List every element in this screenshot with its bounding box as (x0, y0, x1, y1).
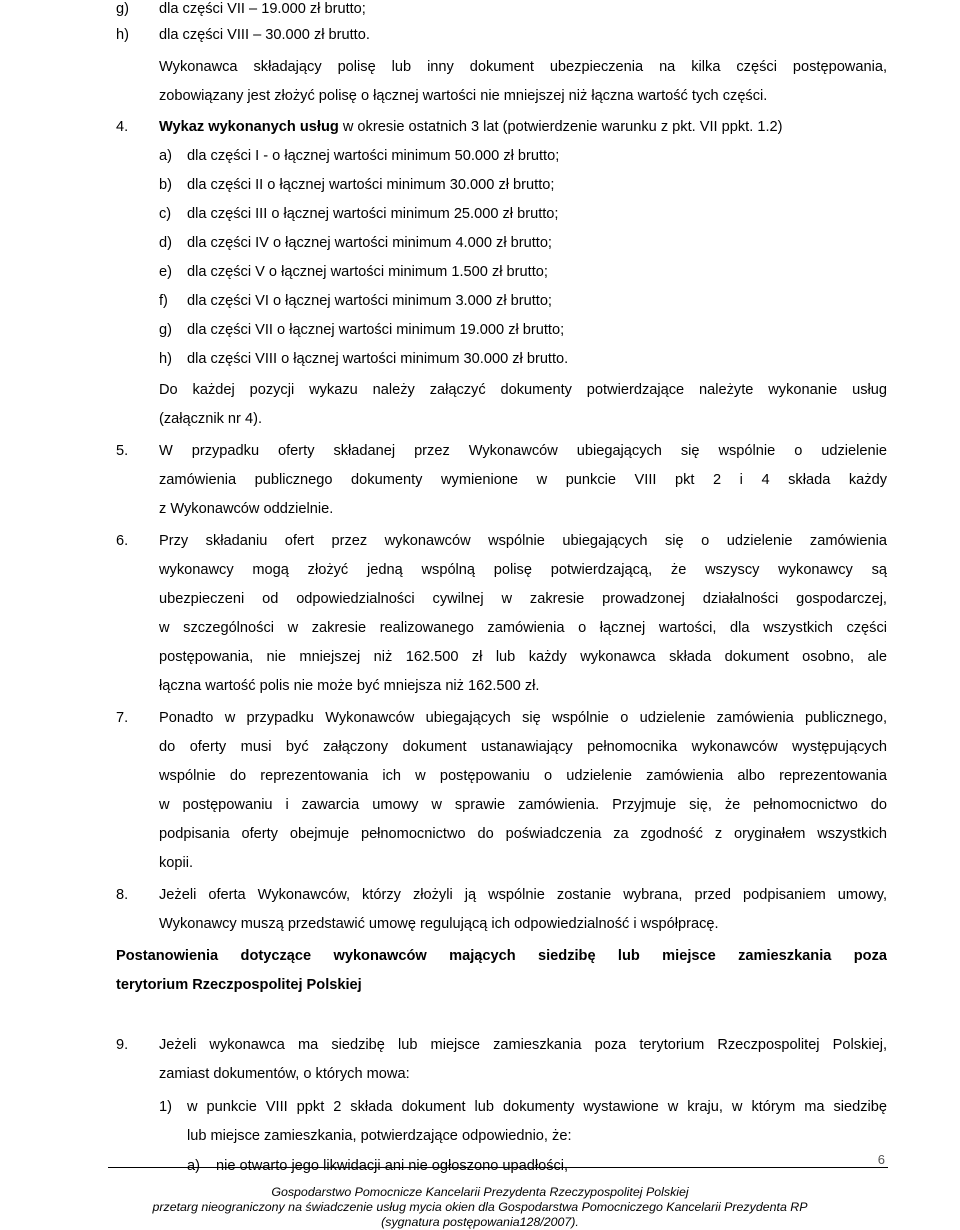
paragraph-line: łączna wartość polis nie może być mniejsza niż 162.500 zł. (159, 678, 540, 694)
paragraph-line: zamiast dokumentów, o których mowa: (159, 1066, 410, 1082)
list-label: h) (116, 27, 129, 43)
list-item-text: dla części V o łącznej wartości minimum 1.500 zł brutto; (187, 264, 548, 280)
paragraph-line: podpisania oferty obejmuje pełnomocnictwo do poświadczenia za zgodność z oryginałem wszystkich (159, 826, 887, 842)
item-title: Wykaz wykonanych usług (159, 119, 339, 135)
list-item-text: dla części I - o łącznej wartości minimum 50.000 zł brutto; (187, 148, 560, 164)
footer-line: Gospodarstwo Pomocnicze Kancelarii Prezydenta Rzeczypospolitej Polskiej (271, 1185, 689, 1199)
paragraph-line: w postępowaniu i zawarcia umowy w sprawie zamówienia. Przyjmuje się, że pełnomocnictwo do (159, 797, 887, 813)
list-item-text: dla części III o łącznej wartości minimum 25.000 zł brutto; (187, 206, 559, 222)
paragraph-line: w szczególności w zakresie realizowanego zamówienia o łącznej wartości, dla wszystkich części (159, 620, 887, 636)
item-number: 9. (116, 1037, 129, 1053)
paragraph-line: wspólnie do reprezentowania ich w postępowaniu o udzielenie zamówienia albo reprezentowania (159, 768, 887, 784)
paragraph-line: Wykonawca składający polisę lub inny dokument ubezpieczenia na kilka części postępowania, (159, 59, 887, 75)
paragraph-line: Ponadto w przypadku Wykonawców ubiegających się wspólnie o udzielenie zamówienia publicznego, (159, 710, 887, 726)
paragraph-line: wykonawcy mogą złożyć jedną wspólną polisę potwierdzającą, że wszyscy wykonawcy są (159, 562, 887, 578)
paragraph-line: ubezpieczeni od odpowiedzialności cywilnej w zakresie prowadzonej działalności gospodarczej, (159, 591, 887, 607)
item-number: 7. (116, 710, 129, 726)
list-label: c) (159, 206, 172, 222)
list-label: e) (159, 264, 172, 280)
list-label: a) (187, 1158, 200, 1174)
section-heading: terytorium Rzeczpospolitej Polskiej (116, 977, 362, 993)
paragraph-line: Do każdej pozycji wykazu należy załączyć dokumenty potwierdzające należyte wykonanie usług (159, 382, 887, 398)
item-number: 6. (116, 533, 129, 549)
list-item-text: dla części IV o łącznej wartości minimum 4.000 zł brutto; (187, 235, 552, 251)
list-label: b) (159, 177, 172, 193)
list-label: d) (159, 235, 172, 251)
list-label: a) (159, 148, 172, 164)
item-heading (159, 118, 782, 136)
paragraph-line: kopii. (159, 855, 194, 871)
list-label: f) (159, 293, 168, 309)
paragraph-line: Wykonawcy muszą przedstawić umowę regulującą ich odpowiedzialność i współpracę. (159, 916, 719, 932)
list-item-text: dla części VIII – 30.000 zł brutto. (159, 27, 370, 43)
paragraph-line: lub miejsce zamieszkania, potwierdzające odpowiednio, że: (187, 1128, 572, 1144)
paragraph-line: Jeżeli wykonawca ma siedzibę lub miejsce zamieszkania poza terytorium Rzeczpospolitej Polskiej, (159, 1037, 887, 1053)
item-number: 8. (116, 887, 129, 903)
footer-line: przetarg nieograniczony na świadczenie usług mycia okien dla Gospodarstwa Pomocniczego Kancelarii Prezydenta RP (152, 1200, 808, 1214)
list-item-text: dla części VII – 19.000 zł brutto; (159, 1, 366, 17)
item-number: 5. (116, 443, 129, 459)
list-item-text: dla części VII o łącznej wartości minimum 19.000 zł brutto; (187, 322, 565, 338)
section-heading: Postanowienia dotyczące wykonawców mających siedzibę lub miejsce zamieszkania poza (116, 948, 887, 964)
paragraph-line: w punkcie VIII ppkt 2 składa dokument lub dokumenty wystawione w kraju, w którym ma siedzibę (187, 1099, 887, 1115)
list-item-text: dla części VIII o łącznej wartości minimum 30.000 zł brutto. (187, 351, 569, 367)
paragraph-line: do oferty musi być załączony dokument ustanawiający pełnomocnika wykonawców występujących (159, 739, 887, 755)
list-label: g) (159, 322, 172, 338)
paragraph-line: W przypadku oferty składanej przez Wykonawców ubiegających się wspólnie o udzielenie (159, 443, 887, 459)
paragraph-line: zamówienia publicznego dokumenty wymienione w punkcie VIII pkt 2 i 4 składa każdy (159, 472, 887, 488)
page-number: 6 (877, 1152, 885, 1167)
list-label: 1) (159, 1099, 172, 1115)
item-heading-rest: w okresie ostatnich 3 lat (potwierdzenie warunku z pkt. VII ppkt. 1.2) (338, 119, 783, 135)
list-item-text: nie otwarto jego likwidacji ani nie ogłoszono upadłości, (216, 1158, 569, 1174)
footer-divider (108, 1167, 888, 1168)
list-label: g) (116, 1, 129, 17)
list-item-text: dla części VI o łącznej wartości minimum 3.000 zł brutto; (187, 293, 552, 309)
list-item-text: dla części II o łącznej wartości minimum 30.000 zł brutto; (187, 177, 555, 193)
list-label: h) (159, 351, 172, 367)
paragraph-line: (załącznik nr 4). (159, 411, 262, 427)
paragraph-line: z Wykonawców oddzielnie. (159, 501, 334, 517)
paragraph-line: Jeżeli oferta Wykonawców, którzy złożyli ją wspólnie zostanie wybrana, przed podpisaniem umowy, (159, 887, 887, 903)
item-number: 4. (116, 119, 129, 135)
footer-line: (sygnatura postępowania128/2007). (381, 1215, 579, 1229)
paragraph-line: Przy składaniu ofert przez wykonawców wspólnie ubiegających się o udzielenie zamówienia (159, 533, 887, 549)
paragraph-line: zobowiązany jest złożyć polisę o łącznej wartości nie mniejszej niż łączna wartość tych części. (159, 88, 768, 104)
paragraph-line: postępowania, nie mniejszej niż 162.500 zł lub każdy wykonawca składa dokument osobno, ale (159, 649, 887, 665)
